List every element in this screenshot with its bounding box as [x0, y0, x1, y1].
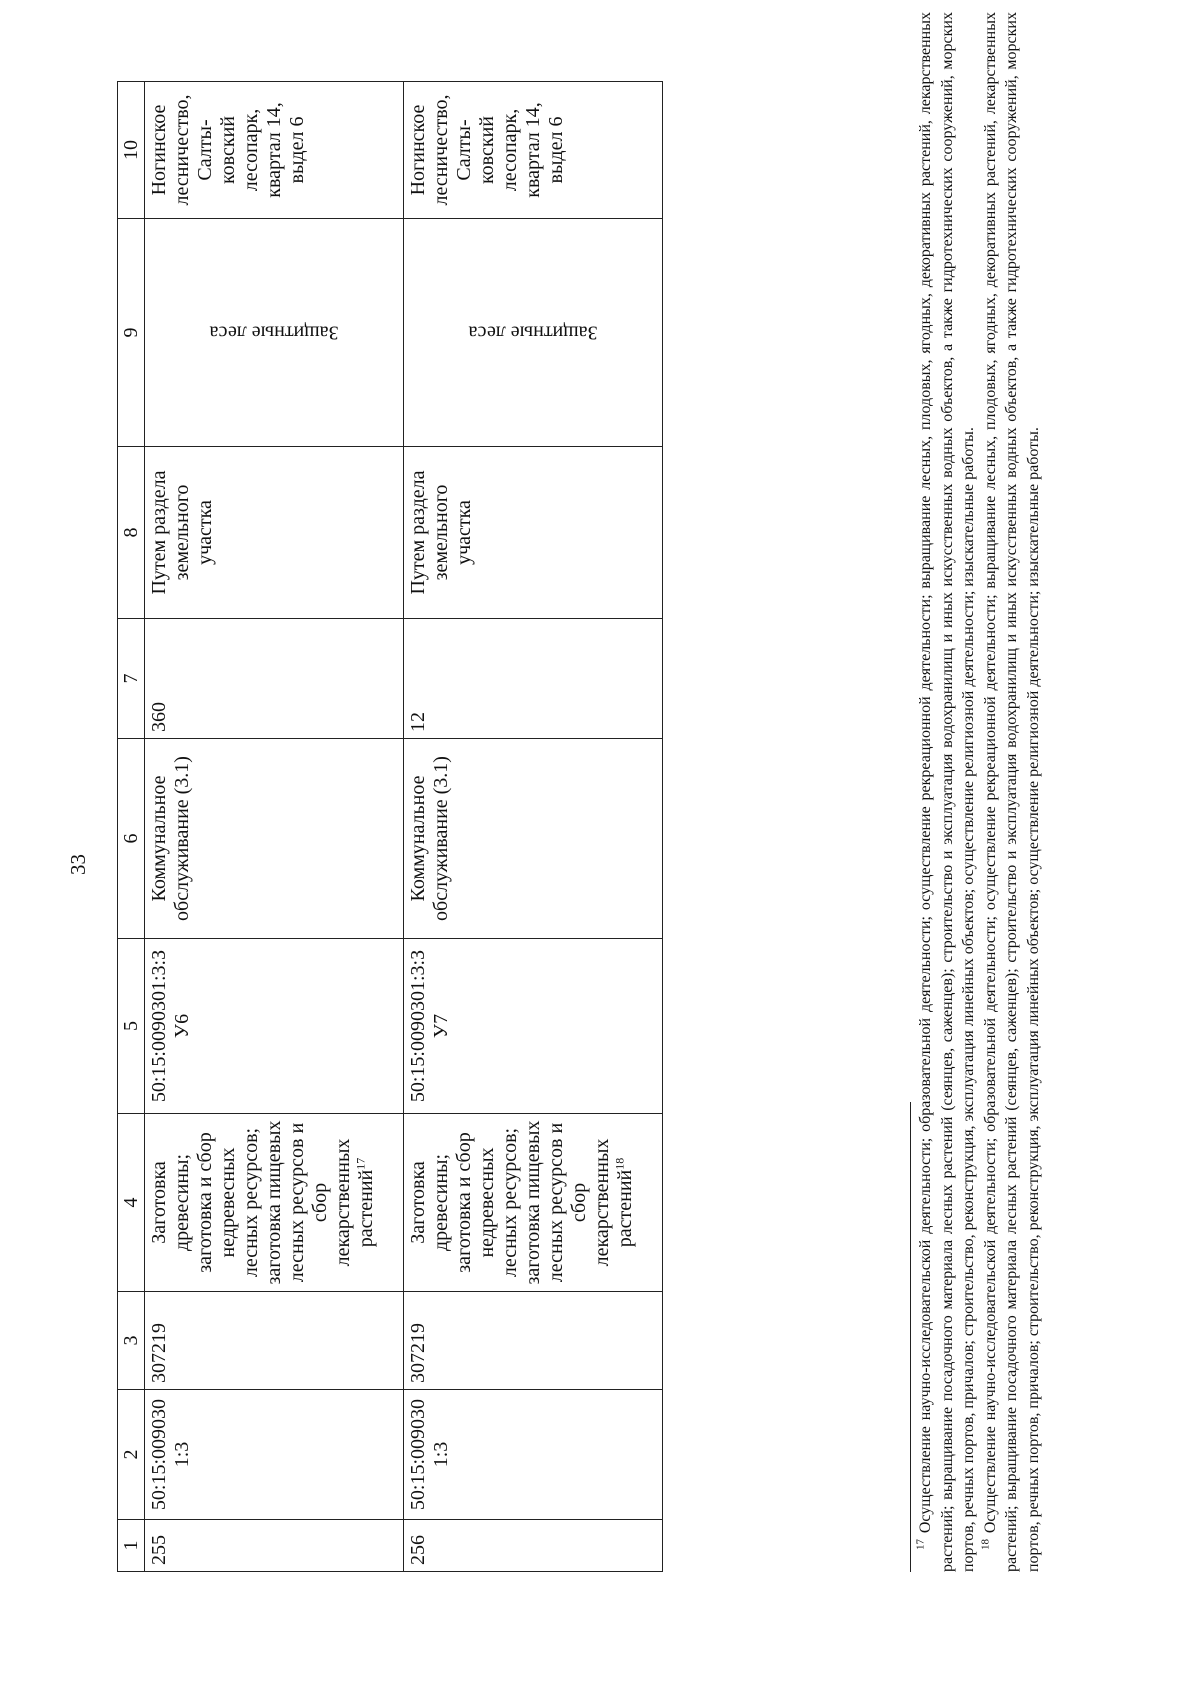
page-number: 33 [66, 854, 90, 875]
table-header-row [118, 82, 145, 1572]
new-plot-designation-cell: 50:15:0090301:3:ЗУ7 [404, 939, 663, 1114]
footnote-mark: 18 [979, 1539, 992, 1550]
header-cell: 8 [118, 447, 145, 619]
header-cell: 4 [118, 1114, 145, 1292]
footnotes [915, 12, 1045, 1572]
footnote-text: Осуществление научно-исследовательской деятельности; образовательной деятельности; осуществление рекреационной деятельности; выращивание лесных, плодовых, ягодных, декоративных растений, лекарственных растений; выращивание посадочного материала лесных растений (сеянцев, саженцев); строительство и эксплуатация водохранилищ и иных искусственных водных объектов, а также гидротехнических сооружений, морских портов, речных портов, причалов; строительство, реконструкция, эксплуатация линейных объектов; осуществление религиозной деятельности; изыскательные работы. [981, 12, 1042, 1572]
forest-category-cell [145, 219, 404, 447]
header-cell: 9 [118, 219, 145, 447]
new-area-cell: 12 [404, 619, 663, 739]
footnote [915, 12, 980, 1572]
land-plots-table [117, 81, 663, 1572]
new-area-cell: 360 [145, 619, 404, 739]
table-row [404, 82, 663, 1572]
forest-category-text: Защитные леса [468, 322, 598, 344]
source-area-cell: 307219 [404, 1292, 663, 1390]
header-cell: 1 [118, 1520, 145, 1572]
permitted-use-cell [404, 1114, 663, 1292]
new-plot-designation-cell: 50:15:0090301:3:ЗУ6 [145, 939, 404, 1114]
forest-category-text: Защитные леса [209, 322, 339, 344]
new-permitted-use-cell: Коммунальное обслуживание (3.1) [404, 739, 663, 939]
footnote [980, 12, 1045, 1572]
permitted-use-cell [145, 1114, 404, 1292]
table-row [145, 82, 404, 1572]
source-area-cell: 307219 [145, 1292, 404, 1390]
footnote-reference: 18 [612, 1157, 627, 1170]
source-cadastral-number-cell: 50:15:0090301:3 [404, 1390, 663, 1520]
header-cell: 2 [118, 1390, 145, 1520]
formation-method-cell: Путем раздела земельного участка [404, 447, 663, 619]
header-cell: 10 [118, 82, 145, 219]
header-cell: 3 [118, 1292, 145, 1390]
new-permitted-use-cell: Коммунальное обслуживание (3.1) [145, 739, 404, 939]
footnote-separator [910, 1102, 911, 1572]
footnote-text: Осуществление научно-исследовательской деятельности; образовательной деятельности; осуществление рекреационной деятельности; выращивание лесных, плодовых, ягодных, декоративных растений, лекарственных растений; выращивание посадочного материала лесных растений (сеянцев, саженцев); строительство и эксплуатация водохранилищ и иных искусственных водных объектов, а также гидротехнических сооружений, морских портов, речных портов, причалов; строительство, реконструкция, эксплуатация линейных объектов; осуществление религиозной деятельности; изыскательные работы. [917, 12, 978, 1572]
header-cell: 7 [118, 619, 145, 739]
source-cadastral-number-cell: 50:15:0090301:3 [145, 1390, 404, 1520]
footnote-reference: 17 [353, 1157, 368, 1170]
header-cell: 6 [118, 739, 145, 939]
permitted-use-text: Заготовка древесины; заготовка и сбор недревесных лесных ресурсов; заготовка пищевых лесных ресурсов и сбор лекарственных растений [148, 1120, 377, 1285]
row-number-cell: 255 [145, 1520, 404, 1572]
location-cell: Ногинское лесничество, Салты-ковский лесопарк, квартал 14, выдел 6 [145, 82, 404, 219]
footnote-mark: 17 [914, 1539, 927, 1550]
forest-category-cell [404, 219, 663, 447]
location-cell: Ногинское лесничество, Салты-ковский лесопарк, квартал 14, выдел 6 [404, 82, 663, 219]
formation-method-cell: Путем раздела земельного участка [145, 447, 404, 619]
row-number-cell: 256 [404, 1520, 663, 1572]
permitted-use-text: Заготовка древесины; заготовка и сбор недревесных лесных ресурсов; заготовка пищевых лесных ресурсов и сбор лекарственных растений [407, 1120, 636, 1285]
header-cell: 5 [118, 939, 145, 1114]
